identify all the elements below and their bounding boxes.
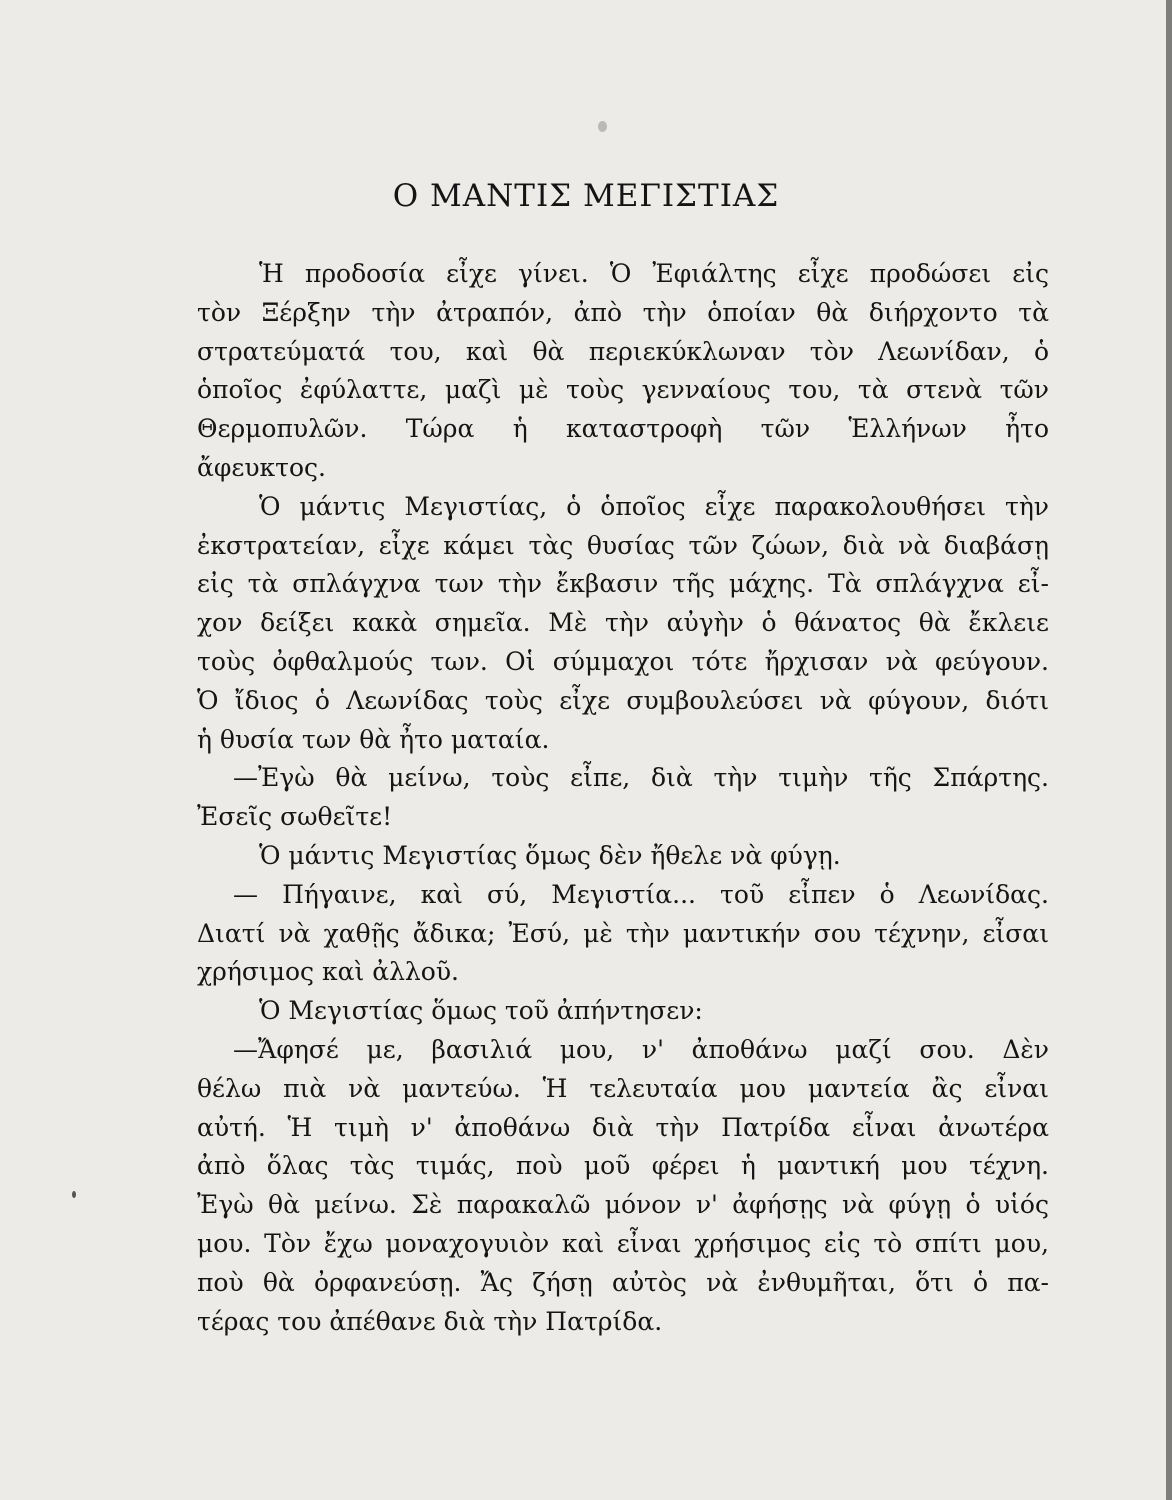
text-line: χον δείξει κακὰ σημεῖα. Μὲ τὴν αὐγὴν ὁ θάνατος θὰ ἔκλειε	[197, 608, 1049, 638]
text-line: Ἡ προδοσία εἶχε γίνει. Ὁ Ἐφιάλτης εἶχε προδώσει εἰς	[259, 259, 1049, 288]
text-line: εἰς τὰ σπλάγχνα των τὴν ἔκβασιν τῆς μάχης. Τὰ σπλάγχνα εἶ-	[197, 569, 1049, 599]
paper-speck	[598, 121, 607, 132]
paper-speck	[72, 1191, 76, 1198]
text-line: τὸν Ξέρξην τὴν ἀτραπόν, ἀπὸ τὴν ὁποίαν θὰ διήρχοντο τὰ	[197, 297, 1049, 327]
text-line: ἡ θυσία των θὰ ἦτο ματαία.	[197, 724, 550, 754]
text-line: Ὁ Μεγιστίας ὅμως τοῦ ἀπήντησεν:	[259, 996, 703, 1026]
text-line: ἀπὸ ὅλας τὰς τιμάς, ποὺ μοῦ φέρει ἡ μαντική μου τέχνη.	[197, 1151, 1049, 1181]
text-line: Ἐσεῖς σωθεῖτε!	[197, 802, 393, 832]
text-line: —Ἄφησέ με, βασιλιά μου, ν' ἀποθάνω μαζί σου. Δὲν	[233, 1034, 1049, 1064]
text-line: —Ἐγὼ θὰ μείνω, τοὺς εἶπε, διὰ τὴν τιμὴν τῆς Σπάρτης.	[233, 763, 1049, 793]
text-line: τοὺς ὀφθαλμούς των. Οἱ σύμμαχοι τότε ἤρχισαν νὰ φεύγουν.	[197, 646, 1049, 676]
text-line: Θερμοπυλῶν. Τώρα ἡ καταστροφὴ τῶν Ἑλλήνων ἦτο	[197, 414, 1049, 444]
chapter-title: Ο ΜΑΝΤΙΣ ΜΕΓΙΣΤΙΑΣ	[392, 178, 780, 214]
text-line: — Πήγαινε, καὶ σύ, Μεγιστία... τοῦ εἶπεν ὁ Λεωνίδας.	[233, 879, 1049, 909]
text-line: μου. Τὸν ἔχω μοναχογυιὸν καὶ εἶναι χρήσιμος εἰς τὸ σπίτι μου,	[197, 1228, 1049, 1258]
text-line: Ὁ ἴδιος ὁ Λεωνίδας τοὺς εἶχε συμβουλεύσει νὰ φύγουν, διότι	[197, 685, 1049, 715]
text-line: ὁποῖος ἐφύλαττε, μαζὶ μὲ τοὺς γενναίους του, τὰ στενὰ τῶν	[197, 375, 1049, 405]
text-line: θέλω πιὰ νὰ μαντεύω. Ἡ τελευταία μου μαντεία ἂς εἶναι	[197, 1073, 1049, 1103]
text-line: Ἐγὼ θὰ μείνω. Σὲ παρακαλῶ μόνον ν' ἀφήσῃς νὰ φύγῃ ὁ υἱός	[197, 1190, 1049, 1220]
text-line: ἄφευκτος.	[197, 452, 326, 482]
text-line: ἐκστρατείαν, εἶχε κάμει τὰς θυσίας τῶν ζώων, διὰ νὰ διαβάσῃ	[197, 530, 1049, 560]
text-line: τέρας του ἀπέθανε διὰ τὴν Πατρίδα.	[197, 1306, 663, 1336]
text-line: αὐτή. Ἡ τιμὴ ν' ἀποθάνω διὰ τὴν Πατρίδα εἶναι ἀνωτέρα	[197, 1112, 1049, 1142]
chapter-body	[197, 255, 1049, 1341]
text-line: Ὁ μάντις Μεγιστίας, ὁ ὁποῖος εἶχε παρακολουθήσει τὴν	[259, 491, 1049, 521]
text-line: Ὁ μάντις Μεγιστίας ὅμως δὲν ἤθελε νὰ φύγῃ.	[259, 840, 841, 870]
text-line: χρήσιμος καὶ ἀλλοῦ.	[197, 957, 459, 987]
text-line: στρατεύματά του, καὶ θὰ περιεκύκλωναν τὸν Λεωνίδαν, ὁ	[197, 336, 1049, 366]
text-line: Διατί νὰ χαθῇς ἄδικα; Ἐσύ, μὲ τὴν μαντικήν σου τέχνην, εἶσαι	[197, 918, 1049, 948]
text-line: ποὺ θὰ ὀρφανεύσῃ. Ἄς ζήσῃ αὐτὸς νὰ ἐνθυμῆται, ὅτι ὁ πα-	[197, 1267, 1049, 1297]
page-edge-shadow	[1166, 0, 1172, 1500]
